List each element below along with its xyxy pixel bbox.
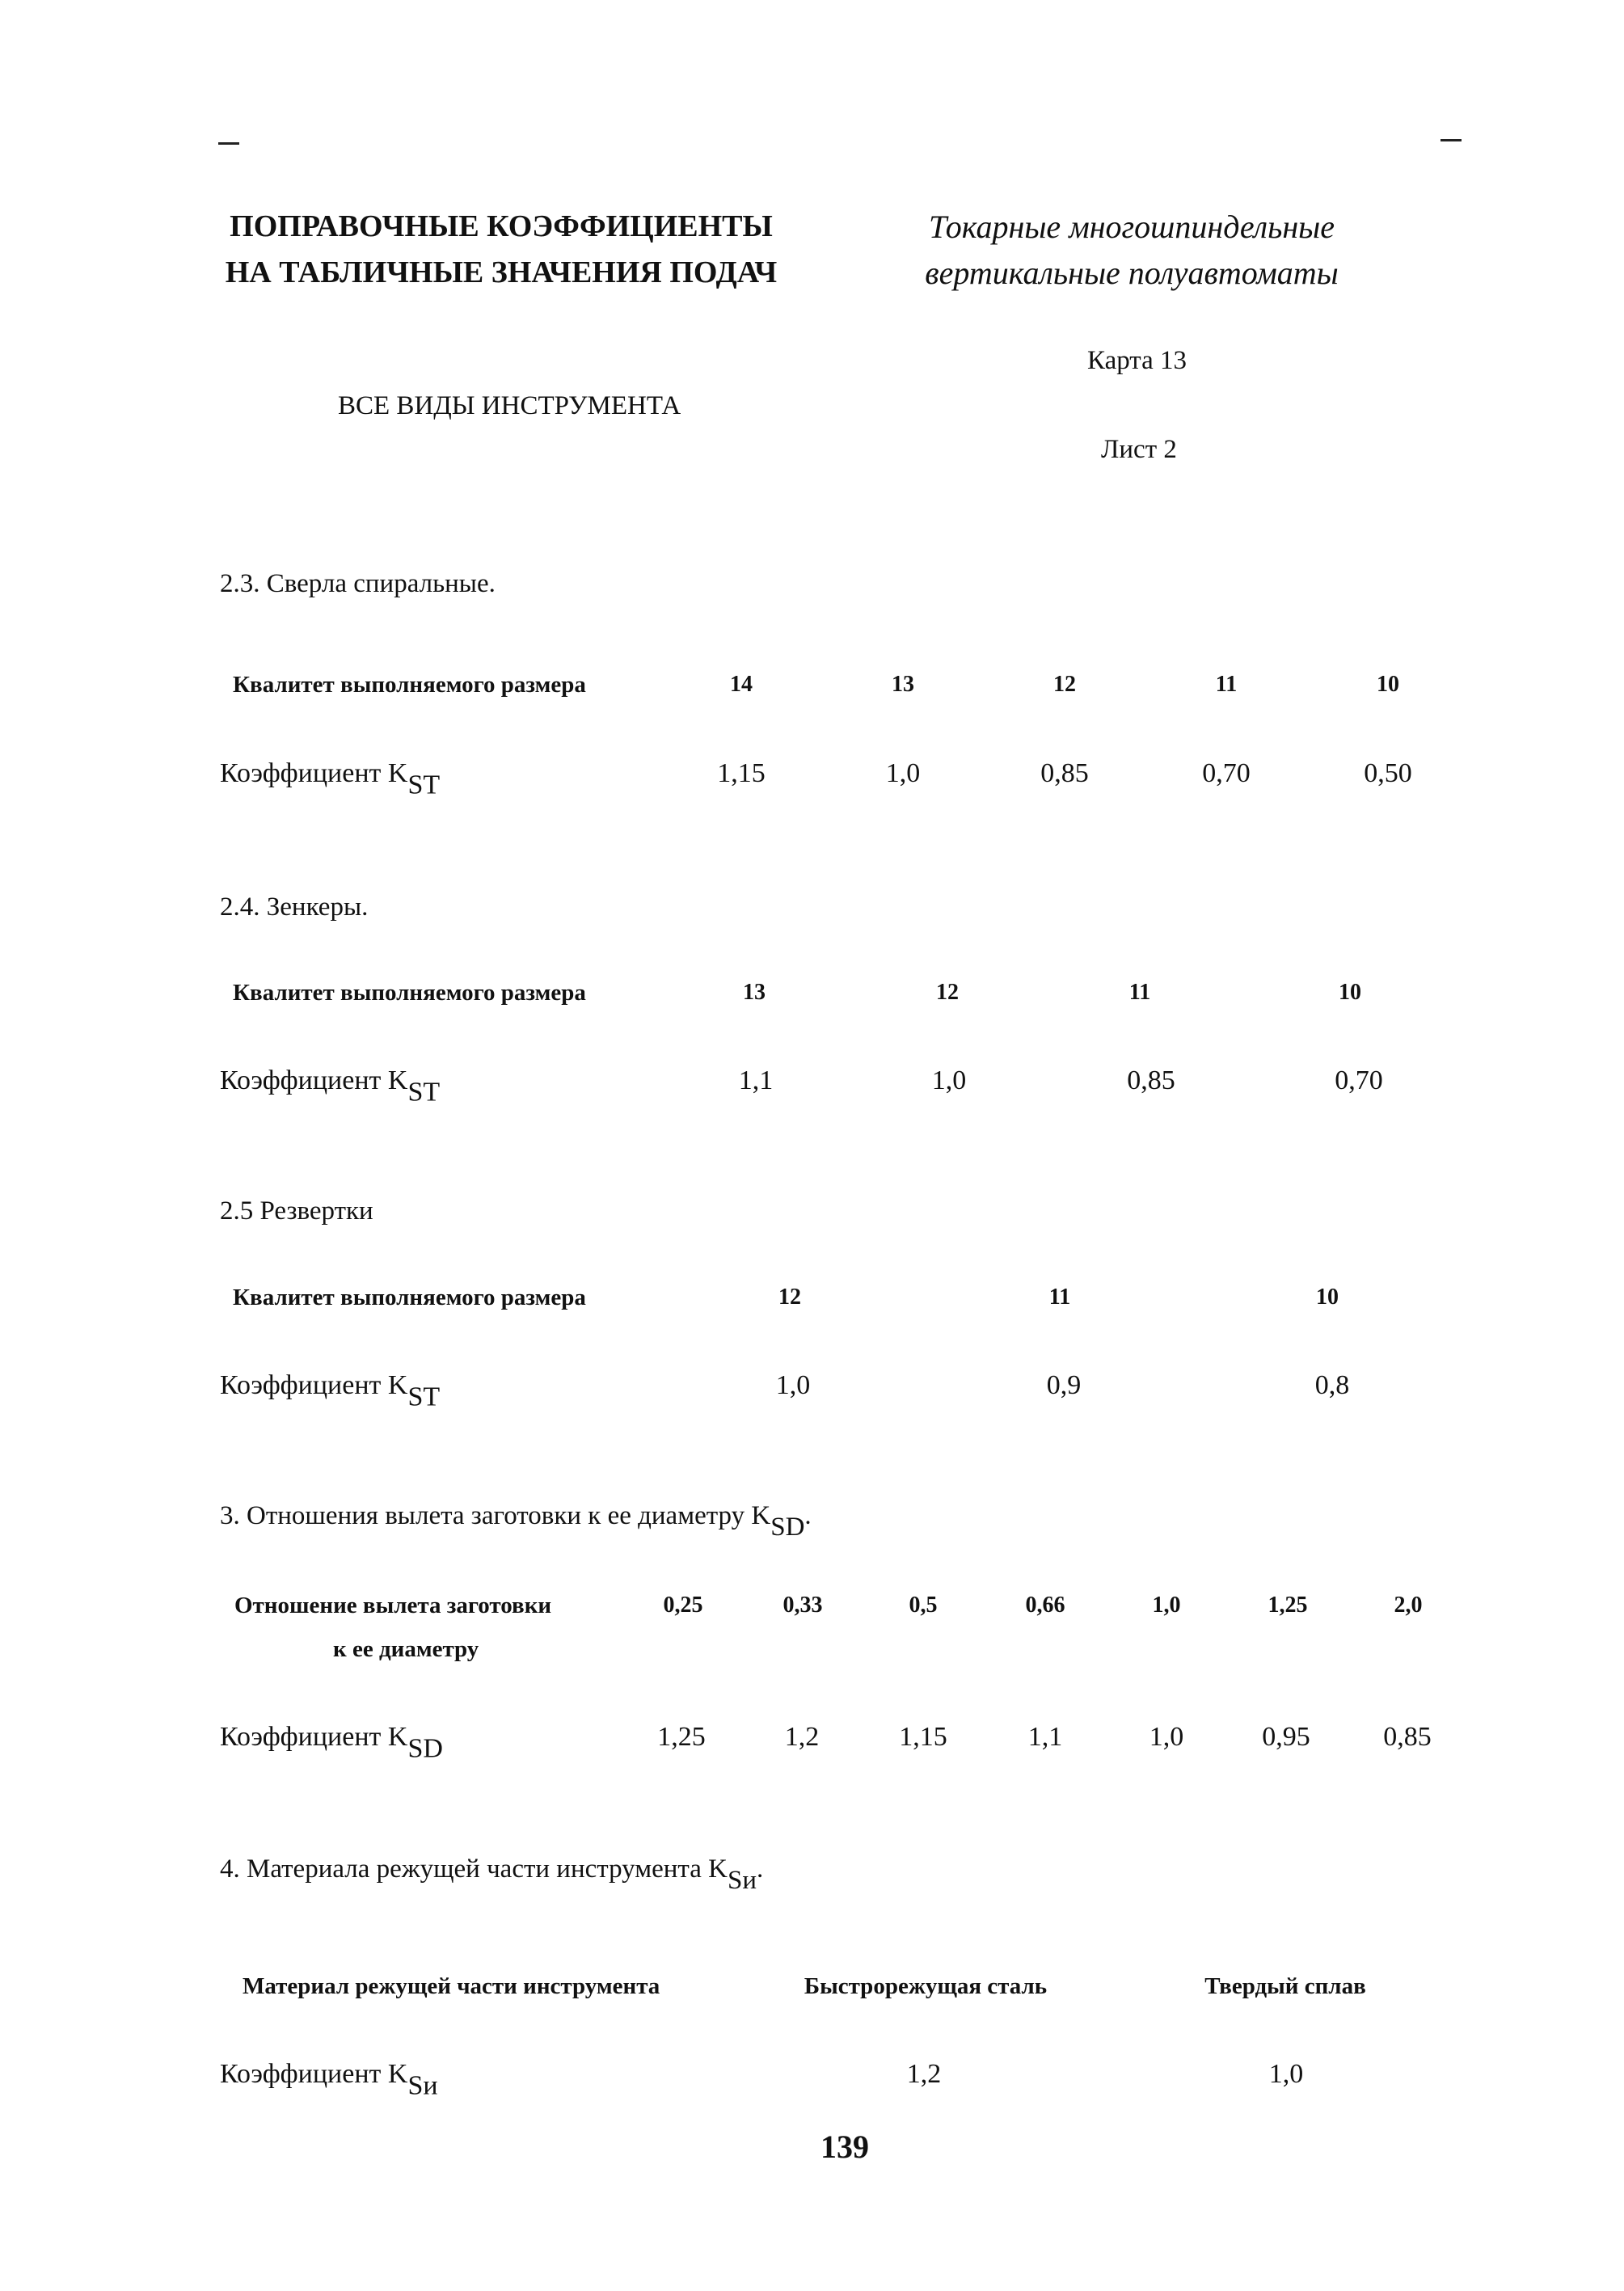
coefficient-value: 1,15 xyxy=(899,1722,947,1752)
header-subtitle-line2: вертикальные полуавтоматы xyxy=(925,255,1339,291)
material-value: Твердый сплав xyxy=(1204,1973,1366,1999)
coefficient-value: 0,9 xyxy=(1046,1370,1082,1400)
ratio-value: 0,25 xyxy=(663,1593,703,1618)
coefficient-value: 0,50 xyxy=(1364,758,1412,788)
coefficient-value: 1,2 xyxy=(784,1722,820,1752)
coefficient-value: 1,1 xyxy=(1027,1722,1063,1752)
quality-value: 13 xyxy=(892,672,914,697)
quality-value: 12 xyxy=(1053,672,1076,697)
quality-row-label: Квалитет выполняемого размера xyxy=(233,980,586,1006)
ratio-value: 1,25 xyxy=(1268,1593,1308,1618)
coefficient-row-label: Коэффициент $K_{SD}$ xyxy=(220,1722,443,1764)
coefficient-row-label: Коэффициент $K_{ST}$ xyxy=(220,758,441,800)
quality-value: 12 xyxy=(778,1285,801,1310)
corner-mark-right xyxy=(1441,139,1462,141)
coefficient-value: 0,70 xyxy=(1335,1065,1383,1095)
coefficient-value: 0,8 xyxy=(1314,1370,1350,1400)
section-title-countersinks: 2.4. Зенкеры. xyxy=(220,892,369,922)
quality-row-label: Квалитет выполняемого размера xyxy=(233,672,586,698)
coefficient-row-label: Коэффициент $K_{Sи}$ xyxy=(220,2059,438,2101)
quality-value: 11 xyxy=(1215,672,1238,697)
ratio-value: 0,33 xyxy=(782,1593,823,1618)
coefficient-value: 1,25 xyxy=(657,1722,706,1752)
quality-value: 10 xyxy=(1316,1285,1339,1310)
coefficient-value: 1,0 xyxy=(775,1370,811,1400)
quality-value: 11 xyxy=(1128,980,1151,1005)
quality-value: 10 xyxy=(1377,672,1399,697)
material-value: Быстрорежущая сталь xyxy=(804,1973,1048,1999)
header-subtitle-line1: Токарные многошпиндельные xyxy=(928,209,1335,245)
page-number: 139 xyxy=(820,2129,869,2165)
section-title-overhang: 3. Отношения вылета заготовки к ее диаметру $K_{SD}$. xyxy=(220,1501,812,1542)
section-title-reamers: 2.5 Резвертки xyxy=(220,1196,373,1226)
coefficient-row-label: Коэффициент $K_{ST}$ xyxy=(220,1065,441,1108)
tool-type: ВСЕ ВИДЫ ИНСТРУМЕНТА xyxy=(338,391,681,420)
coefficient-value: 1,0 xyxy=(885,758,921,788)
sheet-number: Лист 2 xyxy=(1101,435,1177,464)
coefficient-value: 0,85 xyxy=(1383,1722,1432,1752)
section-title-drills: 2.3. Сверла спиральные. xyxy=(220,569,496,598)
ratio-value: 0,5 xyxy=(909,1593,938,1618)
ratio-row-label-line1: Отношение вылета заготовки xyxy=(234,1593,552,1618)
coefficient-value: 1,1 xyxy=(738,1065,774,1095)
section-title-material: 4. Материала режущей части инструмента $K_{Sи}$. xyxy=(220,1854,764,1895)
ratio-value: 1,0 xyxy=(1152,1593,1181,1618)
quality-value: 11 xyxy=(1048,1285,1071,1310)
header-subtitle xyxy=(873,204,1390,296)
coefficient-value: 1,0 xyxy=(1268,2059,1304,2089)
corner-mark-left xyxy=(218,142,239,145)
quality-value: 14 xyxy=(730,672,753,697)
coefficient-value: 1,2 xyxy=(906,2059,942,2089)
coefficient-value: 0,85 xyxy=(1127,1065,1175,1095)
ratio-value: 0,66 xyxy=(1025,1593,1065,1618)
header-title xyxy=(194,204,808,296)
material-row-label: Материал режущей части инструмента xyxy=(243,1973,660,1999)
coefficient-value: 0,95 xyxy=(1262,1722,1310,1752)
quality-value: 12 xyxy=(936,980,959,1005)
ratio-row-label-line2: к ее диаметру xyxy=(333,1636,479,1662)
coefficient-value: 1,15 xyxy=(717,758,766,788)
quality-value: 10 xyxy=(1339,980,1361,1005)
coefficient-value: 1,0 xyxy=(931,1065,967,1095)
coefficient-value: 1,0 xyxy=(1149,1722,1184,1752)
card-number: Карта 13 xyxy=(1087,346,1187,375)
coefficient-row-label: Коэффициент $K_{ST}$ xyxy=(220,1370,441,1412)
coefficient-value: 0,85 xyxy=(1040,758,1089,788)
quality-row-label: Квалитет выполняемого размера xyxy=(233,1285,586,1310)
header-title-line2: НА ТАБЛИЧНЫЕ ЗНАЧЕНИЯ ПОДАЧ xyxy=(225,255,778,289)
ratio-value: 2,0 xyxy=(1394,1593,1423,1618)
coefficient-value: 0,70 xyxy=(1202,758,1251,788)
header-title-line1: ПОПРАВОЧНЫЕ КОЭФФИЦИЕНТЫ xyxy=(230,209,773,243)
quality-value: 13 xyxy=(743,980,766,1005)
